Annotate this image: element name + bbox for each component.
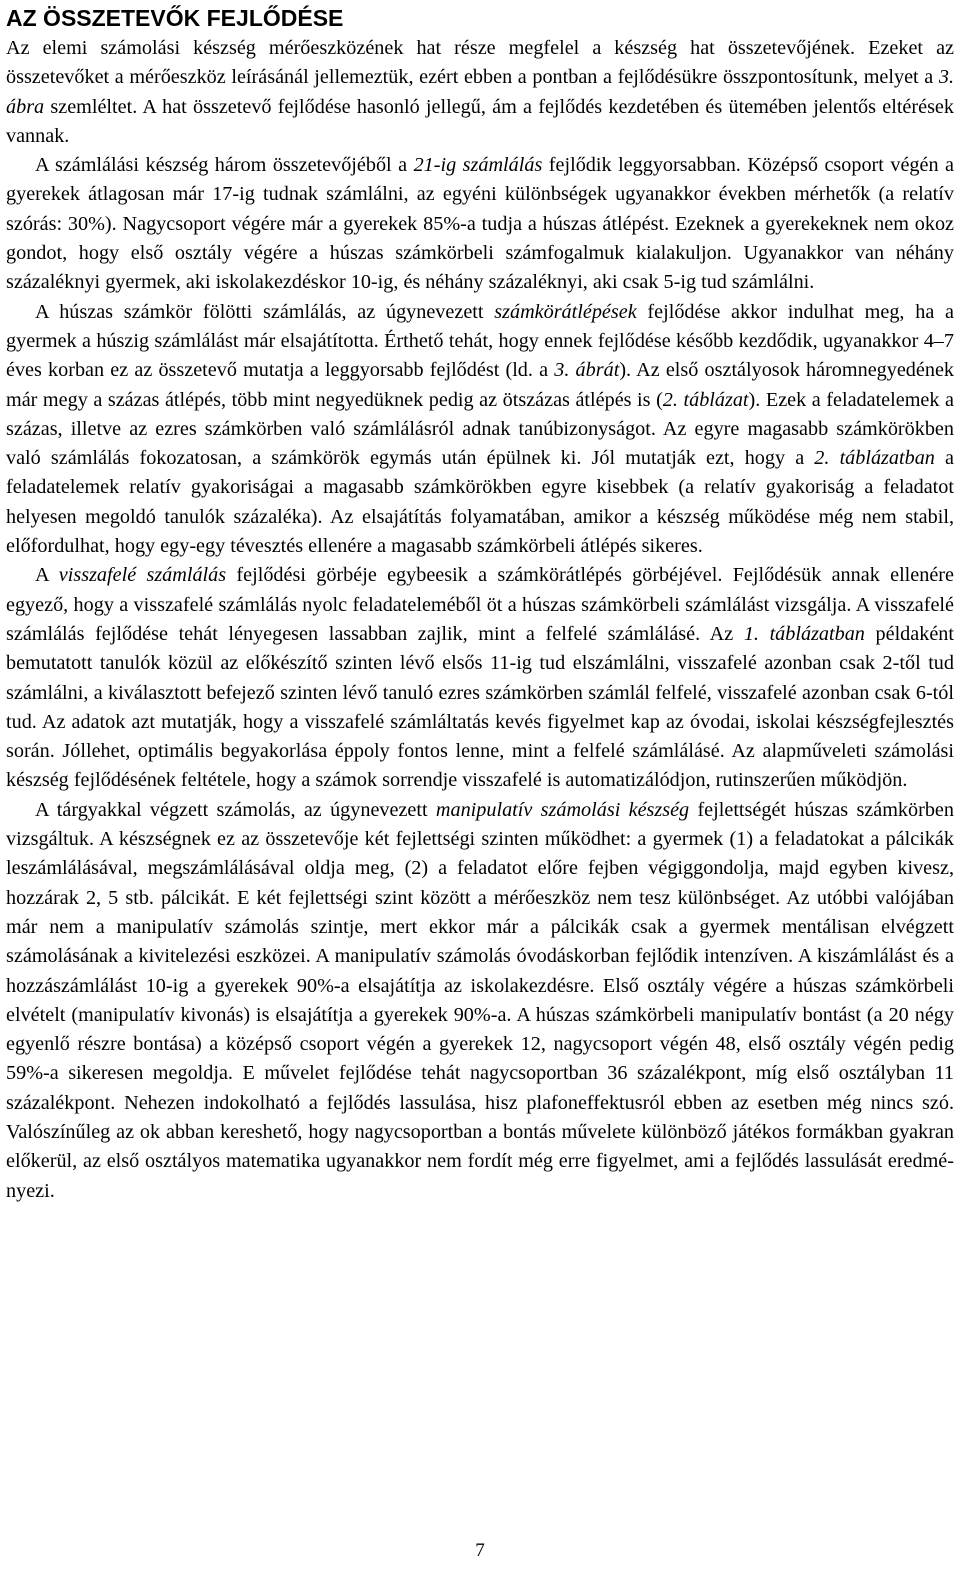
paragraph-intro [6,34,954,151]
document-page [6,4,954,1206]
paragraph-manipulative-counting [6,796,954,1206]
text-run: fejlődési görbéje egybeesik a számkörátlépés görbéjével. Fejlődésük annak ellenére egyező, hogy a visszafelé számlálás nyolc feladateleméből öt a húszas számkörbeli számlálást vizsgálja. A visszafelé számlálás fejlődése tehát lényegesen lassabban zajlik, mint a felfelé számlálásé. Az [6,564,954,645]
text-run: ). Az első osztályosok háromnegyedének már megy a százas átlépés, több mint negyedüknek pedig az ötszázas átlépés is ( [6,359,954,411]
text-run: fejlődése akkor indulhat meg, ha a gyermek a húszig számlálást már elsajátította. Érthető tehát, hogy ennek fejlődése később kezdődik, ugyanakkor 4–7 éves korban ez az összetevő mutatja a leggyorsabb fejlődést (ld. a [6,300,954,382]
italic-term: 1. táblázatban [743,622,865,645]
italic-term: 3. ábra [6,66,954,118]
italic-term: manipulatív számolási készség [435,798,690,821]
text-run: A húszas számkör fölötti számlálás, az úgynevezett [35,300,495,323]
paragraph-backward-counting [6,561,954,795]
text-run: A tárgyakkal végzett számolás, az úgynevezett [35,798,436,821]
paragraph-counting-21 [6,151,954,297]
text-run: szemléltet. A hat összetevő fejlődése hasonló jellegű, ám a fejlődés kezdetében és ütemében jelentős eltérések vannak. [6,95,954,147]
text-run: ). Ezek a feladatelemek a százas, illetve az ezres számkörben való számlálásról adnak tanúbizonyságot. Az egyre magasabb számkörökben való számlálás fokozatosan, a számkörök egymás után épülnek ki. Jól mutatják ezt, hogy a [6,388,954,470]
text-run: A számlálási készség három összetevőjéből a [35,154,414,177]
italic-term: 21-ig számlálás [413,154,543,177]
page-number: 7 [475,1540,485,1561]
paragraph-range-crossing [6,298,954,562]
text-run: fejlettségét húszas számkörben vizsgáltuk. A készségnek ez az összetevője két fejlettségi szinten működhet: a gyermek (1) a feladatokat a pálcikák leszámlálásával, megszámlálásával oldja meg, (2) a feladatot előre fejben végiggondolja, majd egyben kivesz, hozzárak 2, 5 stb. pálcikát. E két fejlettségi szint között a mérőeszköz nem tesz különbséget. Az utóbbi valójában már nem a manipulatív számolás szintje, mert ekkor már a pálcikák csak a gyermek mentálisan elvégzett számolásának a kivitelezési eszközei. A manipulatív számolás óvodáskorban fejlődik intenzíven. A kiszámlálást és a hozzászámlálást 10-ig a gyerekek 90%-a elsajátítja az iskolakezdésre. Első osztály végére a húszas számkörbeli elvételt (manipulatív kivonás) is elsajátítja a gyerekek 90%-a. A húszas számkörbeli manipulatív bontást (a 20 négy egyenlő részre bontása) a középső csoport végén a gyerekek 12, nagycsoport végén 48, első osztály végén pedig 59%-a sikeresen megoldja. E művelet fejlődése tehát nagycsoportban 36 százalékpont, míg első osztályban 11 százalékpont. Nehezen indokolható a fejlődés lassulása, hisz plafoneffektusról ebben az esetben még nincs szó. Valószínűleg az ok abban kereshető, hogy nagycsoportban a bontás művelete különböző játékos formákban gyakran előkerül, az első osztályos matematika ugyanakkor nem fordít még erre figyelmet, ami a fejlődés lassulását eredményezi. [6,798,954,1202]
text-run: a feladatelemek relatív gyakoriságai a magasabb számkörökben egyre kisebbek (a relatív gyakoriság a feladatot helyesen megoldó tanulók százaléka). Az elsajátítás folyamatában, amikor a készség működése még nem stabil, előfordulhat, hogy egy-egy tévesztés ellenére a magasabb számkörbeli átlépés sikeres. [6,447,954,558]
text-run: példaként bemutatott tanulók közül az előkészítő szinten lévő elsős 11-ig tud elszámlálni, visszafelé azonban csak 2-től tud számlálni, a kiválasztott befejező szinten lévő tanuló ezres számkörben számlál felfelé, visszafelé azonban csak 6-tól tud. Az adatok azt mutatják, hogy a visszafelé számláltatás kevés figyelmet kap az óvodai, iskolai készségfejlesztés során. Jóllehet, optimális begyakorlása éppoly fontos lenne, mint a felfelé számlálásé. Az alapműveleti számolási készség fejlődésének feltétele, hogy a számok sorrendje visszafelé is automatizálódjon, rutinszerűen működjön. [6,622,954,792]
text-run: fejlődik leggyorsabban. Középső csoport végén a gyerekek átlagosan már 17-ig tudnak számlálni, az egyéni különbségek ugyanakkor években mérhetők (a relatív szórás: 30%). Nagycsoport végére már a gyerekek 85%-a tudja a húszas átlépést. Ezeknek a gyerekeknek nem okoz gondot, hogy első osztály végére a húszas számkörbeli számfogalmuk kialakuljon. Ugyanakkor van néhány százaléknyi gyermek, aki iskolakezdéskor 10-ig, és néhány százaléknyi, aki csak 5-ig tud számlálni. [6,154,954,294]
italic-term: visszafelé számlálás [58,564,227,587]
italic-term: 2. táblázat [662,388,749,411]
italic-term: 2. táblázatban [814,447,935,470]
italic-term: 3. ábrát [554,359,620,382]
italic-term: számkörátlépések [494,300,637,323]
text-run: Az elemi számolási készség mérőeszközének hat része megfelel a készség hat összetevőjének. Ezeket az összetevőket a mérőeszköz leírásánál jellemeztük, ezért ebben a pontban a fejlődésükre összpontosítunk, melyet a [6,37,954,89]
text-run: A [35,564,59,587]
section-heading: AZ ÖSSZETEVŐK FEJLŐDÉSE [6,5,344,31]
